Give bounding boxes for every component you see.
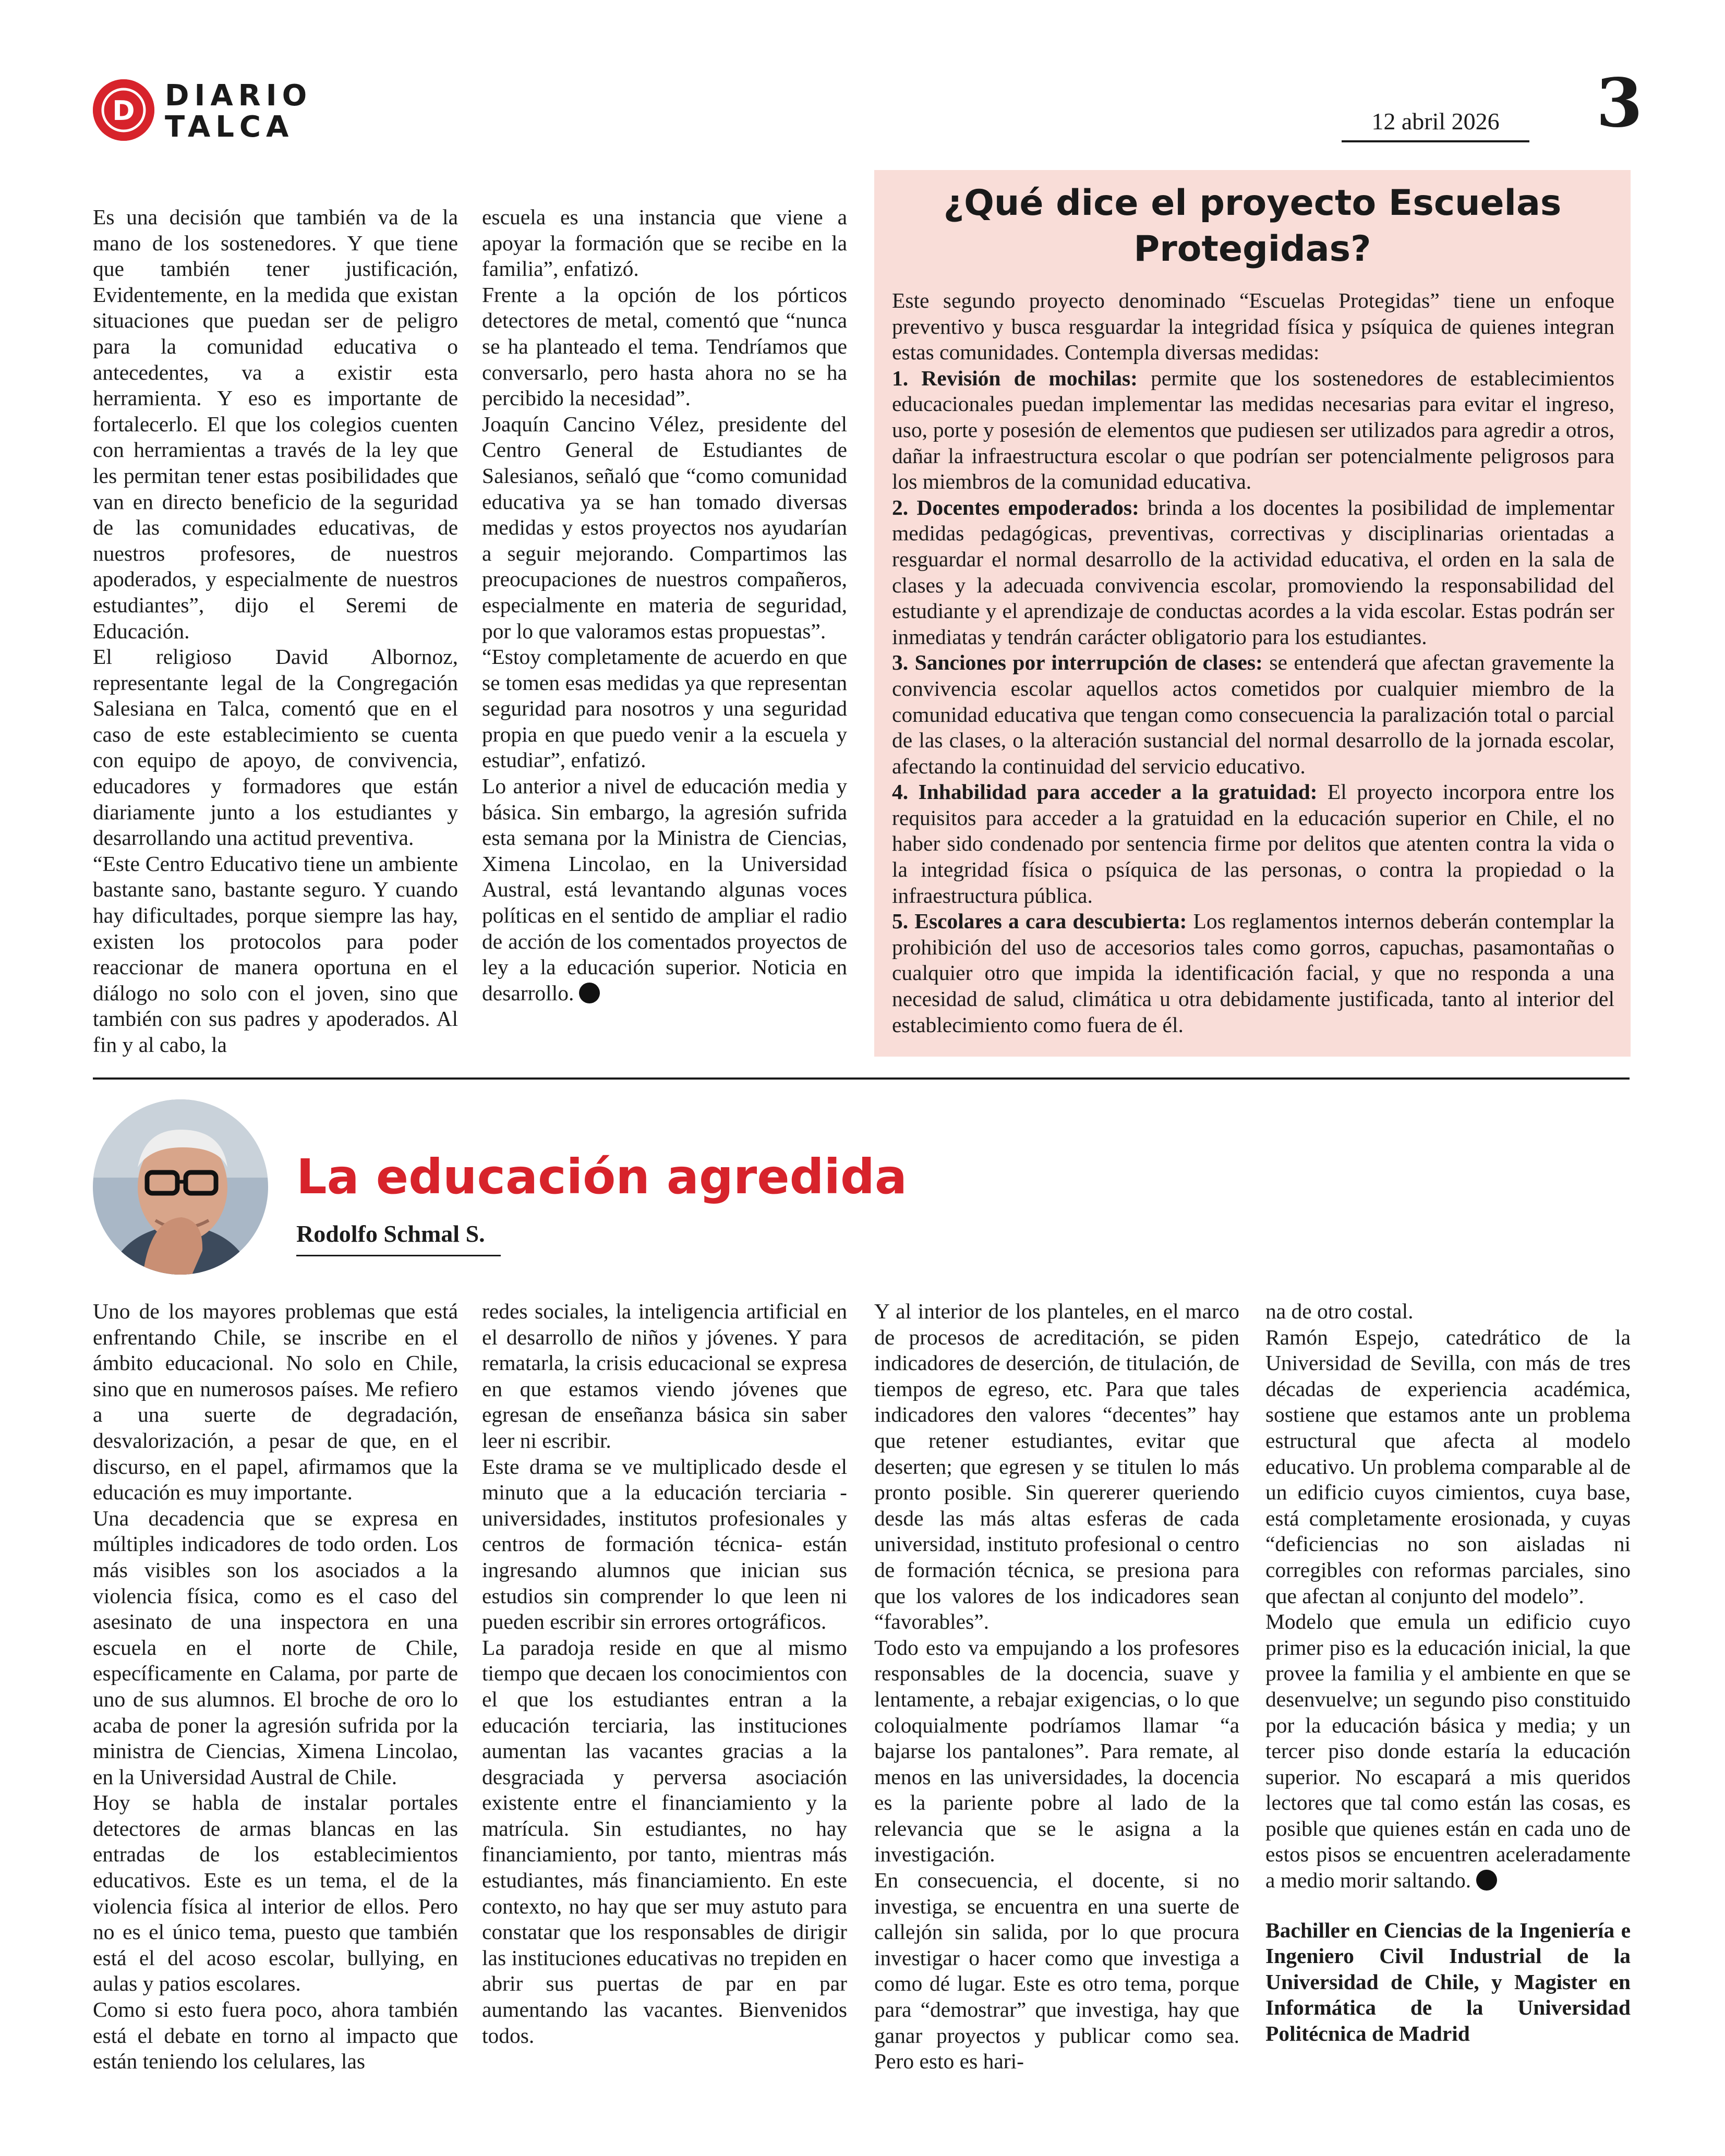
info-box-intro: Este segundo proyecto denominado “Escuelas Protegidas” tiene un enfoque preventivo y busca resguardar la integridad física y psíquica de quienes integran estas comunidades. Contempla diversas medidas: bbox=[892, 288, 1614, 365]
list-item-text: permite que los sostenedores de establecimientos educacionales puedan implementar las medidas necesarias para evitar el ingreso, uso, porte y posesión de elementos que pudiesen ser utilizados para agredir a otros, dañar la infraestructura escolar o que podrían ser potencialmente peligrosos para los miembros de la comunidad educativa. bbox=[892, 366, 1614, 494]
issue-date: 12 abril 2026 bbox=[1342, 107, 1529, 142]
end-mark-icon bbox=[579, 983, 600, 1003]
list-item bbox=[892, 366, 1614, 495]
paragraph: “Este Centro Educativo tiene un ambiente bastante sano, bastante seguro. Y cuando hay dificultades, porque siempre las hay, existen los protocolos para poder reaccionar de manera oportuna en el diálogo no solo con el joven, sino que también con sus padres y apoderados. Al fin y al cabo, la bbox=[93, 851, 458, 1057]
paragraph: Hoy se habla de instalar portales detectores de armas blancas en las entradas de los establecimientos educativos. Este es un tema, el de la violencia física al interior de ellos. Pero no es el único tema, puesto que también está el del acoso escolar, bullying, en aulas y patios escolares. bbox=[93, 1790, 458, 1996]
logo-wordmark bbox=[165, 80, 312, 143]
paragraph: Este drama se ve multiplicado desde el minuto que a la educación terciaria -universidades, institutos profesionales y centros de formación técnica- están ingresando alumnos que inician sus estudios sin comprender lo que leen ni pueden escribir sin errores ortográficos. bbox=[482, 1454, 847, 1634]
list-item bbox=[892, 779, 1614, 909]
paragraph: Frente a la opción de los pórticos detectores de metal, comentó que “nunca se ha planteado el tema. Tendríamos que conversarlo, pero hasta ahora no se ha percibido la necesidad”. bbox=[482, 282, 847, 410]
opinion-column-2 bbox=[482, 1299, 847, 2049]
section-divider bbox=[93, 1077, 1630, 1080]
list-item-heading: 1. Revisión de mochilas: bbox=[892, 366, 1138, 390]
list-item-heading: 4. Inhabilidad para acceder a la gratuidad: bbox=[892, 780, 1318, 804]
paragraph: Es una decisión que también va de la mano de los sostenedores. Y que tiene que también tener justificación, Evidentemente, en la medida que existan situaciones que puedan ser de peligro para la comunidad educativa o antecedentes, va a existir esta herramienta. Y eso es importante de fortalecerlo. El que los colegios cuenten con herramientas a través de la ley que les permitan tener estas posibilidades que van en directo beneficio de la seguridad de las comunidades educativas, de nuestros profesores, de nuestros apoderados, y especialmente de nuestros estudiantes”, dijo el Seremi de Educación. bbox=[93, 205, 458, 643]
article-column-2 bbox=[482, 204, 847, 1006]
paragraph: na de otro costal. bbox=[1265, 1299, 1414, 1323]
paragraph: La paradoja reside en que al mismo tiempo que decaen los conocimientos con el que los estudiantes entran a la educación terciaria, las instituciones aumentan las vacantes gracias a la desgraciada y perversa asociación existente entre el financiamiento y la matrícula. Sin estudiantes, no hay financiamiento, por tanto, mientras más estudiantes, más financiamiento. En este contexto, no hay que ser muy astuto para constatar que los responsables de dirigir las instituciones educativas no trepiden en abrir sus puertas de par en par aumentando las vacantes. Bienvenidos todos. bbox=[482, 1635, 847, 2048]
list-item-heading: 2. Docentes empoderados: bbox=[892, 495, 1139, 519]
paragraph: El religioso David Albornoz, representante legal de la Congregación Salesiana en Talca, comentó que en el caso de este establecimiento se cuenta con equipo de apoyo, de convivencia, educadores y formadores que están diariamente junto a los estudiantes y desarrollando una actitud preventiva. bbox=[93, 645, 458, 850]
paragraph: Y al interior de los planteles, en el marco de procesos de acreditación, se piden indicadores de deserción, de titulación, de tiempos de egreso, etc. Para que tales indicadores den valores “decentes” hay que retener estudiantes, evitar que deserten; que egresen y se titulen lo más pronto posible. Sin quererer queriendo desde las más altas esferas de cada universidad, instituto profesional o centro de formación técnica, se presiona para que los valores de los indicadores sean “favorables”. bbox=[874, 1299, 1239, 1634]
paragraph: Uno de los mayores problemas que está enfrentando Chile, se inscribe en el ámbito educacional. No solo en Chile, sino que en numerosos países. Me refiero a una suerte de degradación, desvalorización, a pesar de que, en el discurso, en el papel, afirmamos que la educación es muy importante. bbox=[93, 1299, 458, 1505]
author-photo bbox=[93, 1099, 268, 1275]
paragraph: En consecuencia, el docente, si no investiga, se encuentra en una suerte de callejón sin salida, por lo que procura investigar o hacer como que investiga a como dé lugar. Este es otro tema, porque para “demostrar” que investiga, hay que ganar proyectos y publicar como sea. Pero esto es hari- bbox=[874, 1868, 1239, 2074]
info-box-title: ¿Qué dice el proyecto Escuelas Protegidas? bbox=[943, 183, 1562, 270]
paragraph: Todo esto va empujando a los profesores responsables de la docencia, suave y lentamente, a rebajar exigencias, o lo que coloquialmente podríamos llamar “a bajarse los pantalones”. Para remate, al menos en las universidades, la docencia es la pariente pobre al lado de la relevancia que se le asigna a la investigación. bbox=[874, 1635, 1239, 1867]
author-bio: Bachiller en Ciencias de la Ingeniería e Ingeniero Civil Industrial de la Universidad de Chile, y Magister en Informática de la Universidad Politécnica de Madrid bbox=[1265, 1918, 1631, 2046]
article-column-1 bbox=[93, 204, 458, 1058]
paragraph bbox=[1265, 1609, 1631, 1894]
paragraph: Ramón Espejo, catedrático de la Universidad de Sevilla, con más de tres décadas de experiencia académica, sostiene que estamos ante un problema estructural que afecta al modelo educativo. Un problema comparable al de un edificio cuyos cimientos, cuya base, está completamente erosionada, y cuyas “deficiencias no son aisladas ni corregibles con reformas parciales, sino que afectan al conjunto del modelo”. bbox=[1265, 1325, 1631, 1608]
logo-line-1: DIARIO bbox=[165, 79, 312, 113]
list-item-heading: 5. Escolares a cara descubierta: bbox=[892, 909, 1187, 934]
list-item bbox=[892, 650, 1614, 779]
paragraph bbox=[482, 773, 847, 1006]
paragraph: Joaquín Cancino Vélez, presidente del Centro General de Estudiantes de Salesianos, señaló que “como comunidad educativa ya se han tomado diversas medidas y estos proyectos nos ayudarían a seguir mejorando. Compartimos las preocupaciones de nuestros compañeros, especialmente en materia de seguridad, por lo que valoramos estas propuestas”. bbox=[482, 411, 847, 643]
paragraph: Como si esto fuera poco, ahora también está el debate en torno al impacto que están teniendo los celulares, las bbox=[93, 1997, 458, 2074]
paragraph: escuela es una instancia que viene a apoyar la formación que se recibe en la familia”, enfatizó. bbox=[482, 205, 847, 281]
list-item bbox=[892, 909, 1614, 1038]
logo-mark bbox=[93, 79, 154, 141]
paragraph: Una decadencia que se expresa en múltiples indicadores de todo orden. Los más visibles son los asociados a la violencia física, como es el caso del asesinato de una inspectora en una escuela en el norte de Chile, específicamente en Calama, por parte de uno de sus alumnos. El broche de oro lo acaba de poner la agresión sufrida por la ministra de Ciencias, Ximena Lincolao, en la Universidad Austral de Chile. bbox=[93, 1506, 458, 1789]
list-item-text: brinda a los docentes la posibilidad de implementar medidas pedagógicas, preventivas, correctivas y disciplinarias orientadas a resguardar el normal desarrollo de la actividad educativa, el orden en la sala de clases y la adecuada convivencia escolar, promoviendo la responsabilidad del estudiante y el aprendizaje de conductas acordes a la vida escolar. Estas podrán ser inmediatas y tendrán carácter obligatorio para los estudiantes. bbox=[892, 495, 1614, 649]
paragraph-text: Modelo que emula un edificio cuyo primer piso es la educación inicial, la que provee la familia y el ambiente en que se desenvuelve; un segundo piso constituido por la educación básica y media; y un tercer piso donde estaría la educación superior. No escapará a mis queridos lectores que tal como están las cosas, es posible que quienes están en cada uno de estos pisos se encuentren aceleradamente a medio morir saltando. bbox=[1265, 1609, 1631, 1893]
logo-line-2: TALCA bbox=[165, 110, 294, 144]
info-box-body bbox=[892, 288, 1614, 1038]
opinion-author: Rodolfo Schmal S. bbox=[296, 1219, 501, 1256]
opinion-column-1 bbox=[93, 1299, 458, 2075]
list-item-text: El proyecto incorpora entre los requisitos para acceder a la gratuidad en la educación superior en Chile, el no haber sido condenado por sentencia firme por delitos que atenten contra la vida o la integridad física o psíquica de las personas, o contra la propiedad o la infraestructura pública. bbox=[892, 780, 1615, 907]
logo-mark-letter: D bbox=[112, 95, 135, 127]
opinion-column-3 bbox=[874, 1299, 1239, 2075]
list-item-text: se entenderá que afectan gravemente la convivencia escolar aquellos actos cometidos por cualquier miembro de la comunidad educativa que tengan como consecuencia la paralización total o parcial de las clases, o la alteración sustancial del normal desarrollo de la jornada escolar, afectando la continuidad del servicio educativo. bbox=[892, 650, 1614, 778]
end-mark-icon bbox=[1476, 1870, 1497, 1891]
paragraph-text: Lo anterior a nivel de educación media y básica. Sin embargo, la agresión sufrida esta semana por la Ministra de Ciencias, Ximena Lincolao, en la Universidad Austral, está levantando algunas voces políticas en el sentido de ampliar el radio de acción de los comentados proyectos de ley a la educación superior. Noticia en desarrollo. bbox=[482, 774, 847, 1005]
opinion-title: La educación agredida bbox=[296, 1149, 907, 1205]
list-item-heading: 3. Sanciones por interrupción de clases: bbox=[892, 650, 1263, 675]
page-number: 3 bbox=[1596, 64, 1643, 142]
list-item bbox=[892, 495, 1614, 650]
paragraph: “Estoy completamente de acuerdo en que se tomen esas medidas ya que representan seguridad para nosotros y una seguridad propia en que puedo venir a la escuela y estudiar”, enfatizó. bbox=[482, 645, 847, 772]
paragraph: redes sociales, la inteligencia artificial en el desarrollo de niños y jóvenes. Y para rematarla, la crisis educacional se expresa en que estamos viendo jóvenes que egresan de enseñanza básica sin saber leer ni escribir. bbox=[482, 1299, 847, 1452]
list-item-text: Los reglamentos internos deberán contemplar la prohibición del uso de accesorios tales como gorros, capuchas, pasamontañas o cualquier otro que impida la identificación facial, y que no responda a una necesidad de salud, climática u otra debidamente justificada, tanto al interior del establecimiento como fuera de él. bbox=[892, 909, 1614, 1037]
opinion-column-4 bbox=[1265, 1299, 1631, 2047]
